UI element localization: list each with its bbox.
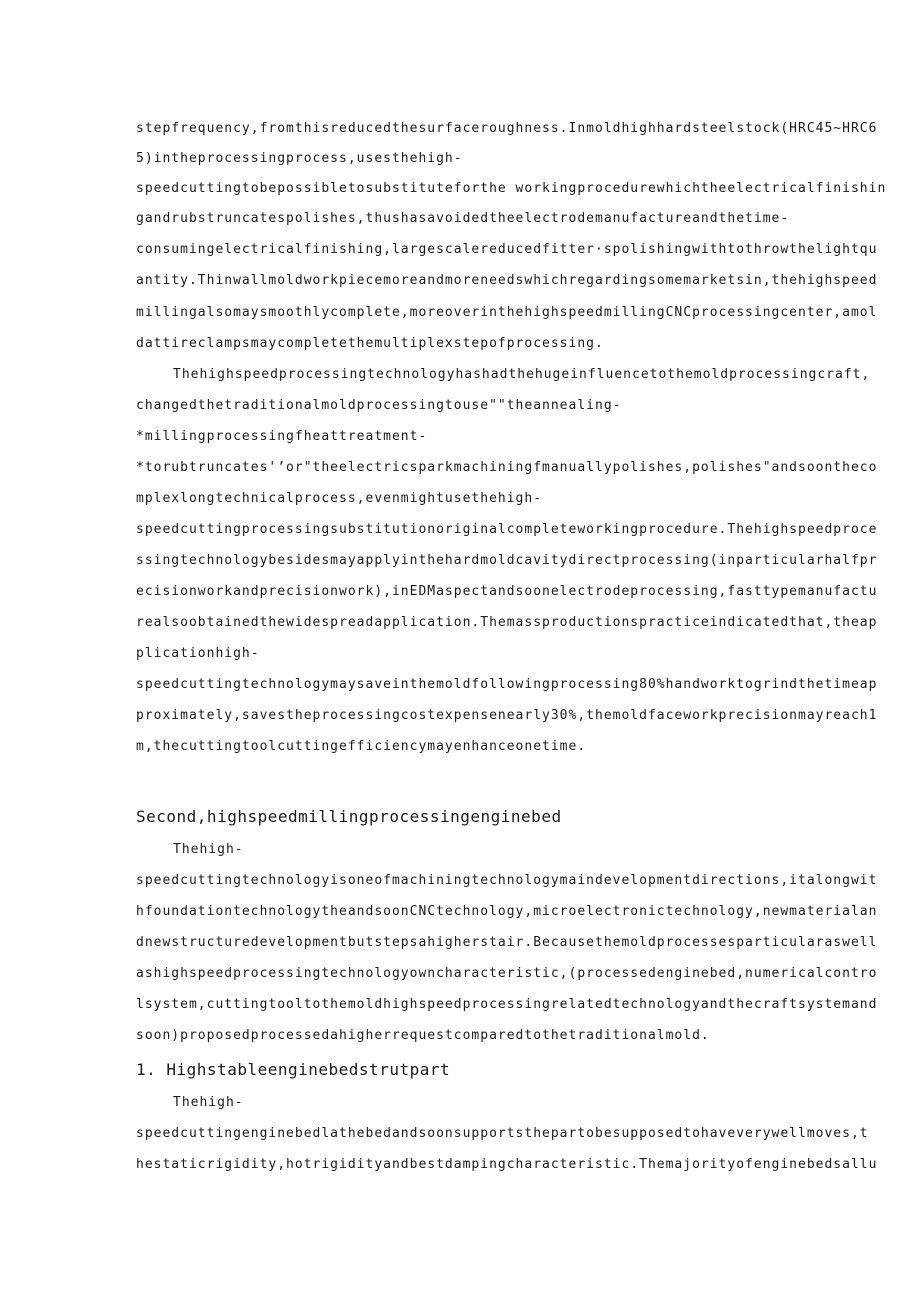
text-line: hfoundationtechnologytheandsoonCNCtechnology,microelectronictechnology,newmaterialan bbox=[136, 904, 878, 919]
text-line: stepfrequency,fromthisreducedthesurfaceroughness.Inmoldhighhardsteelstock(HRC45~HRC6 bbox=[136, 121, 878, 136]
subsection-heading: 1. Highstableenginebedstrutpart bbox=[136, 1060, 451, 1079]
text-line: 5)intheprocessingprocess,usesthehigh- bbox=[136, 151, 463, 166]
text-line: speedcuttingtechnologymaysaveinthemoldfollowingprocessing80%handworktogrindthetimeap bbox=[136, 677, 878, 692]
text-line: antity.Thinwallmoldworkpiecemoreandmoreneedswhichregardingsomemarketsin,thehighspeed bbox=[136, 273, 878, 288]
text-line: soon)proposedprocessedahigherrequestcomparedtothetraditionalmold. bbox=[136, 1028, 710, 1043]
text-line: plicationhigh- bbox=[136, 646, 260, 661]
text-line: speedcuttingenginebedlathebedandsoonsupportsthepartobesupposedtohaveverywellmoves,t bbox=[136, 1126, 869, 1141]
text-line: proximately,savestheprocessingcostexpensenearly30%,themoldfaceworkprecisionmayreach1 bbox=[136, 708, 878, 723]
text-line: Thehigh- bbox=[173, 1095, 244, 1110]
text-line: consumingelectricalfinishing,largescalereducedfitter·spolishingwithtothrowthelightqu bbox=[136, 242, 878, 257]
text-line: ssingtechnologybesidesmayapplyinthehardmoldcavitydirectprocessing(inparticularhalfpr bbox=[136, 553, 878, 568]
text-line: Thehigh- bbox=[173, 842, 244, 857]
text-line: millingalsomaysmoothlycomplete,moreoverinthehighspeedmillingCNCprocessingcenter,amol bbox=[136, 305, 878, 320]
text-line: speedcuttingprocessingsubstitutionoriginalcompleteworkingprocedure.Thehighspeedproce bbox=[136, 522, 878, 537]
section-heading: Second,highspeedmillingprocessingenginebed bbox=[136, 807, 562, 826]
text-line: m,thecuttingtoolcuttingefficiencymayenhanceonetime. bbox=[136, 739, 587, 754]
text-line: ecisionworkandprecisionwork),inEDMaspectandsoonelectrodeprocessing,fasttypemanufactu bbox=[136, 584, 878, 599]
text-line: dnewstructuredevelopmentbutstepsahigherstair.Becausethemoldprocessesparticularaswell bbox=[136, 935, 878, 950]
text-line: gandrubstruncatespolishes,thushasavoidedtheelectrodemanufactureandthetime- bbox=[136, 211, 790, 226]
text-line: speedcuttingtechnologyisoneofmachiningtechnologymaindevelopmentdirections,italongwit bbox=[136, 873, 878, 888]
text-line: lsystem,cuttingtooltothemoldhighspeedprocessingrelatedtechnologyandthecraftsystemand bbox=[136, 997, 878, 1012]
text-line: *millingprocessingfheattreatment- bbox=[136, 429, 428, 444]
text-line: speedcuttingtobepossibletosubstituteforthe workingprocedurewhichtheelectricalfinishin bbox=[136, 181, 887, 196]
text-line: mplexlongtechnicalprocess,evenmightusethehigh- bbox=[136, 491, 543, 506]
text-line: realsoobtainedthewidespreadapplication.Themassproductionspracticeindicatedthat,theap bbox=[136, 615, 878, 630]
text-line: hestaticrigidity,hotrigidityandbestdampingcharacteristic.Themajorityofenginebedsallu bbox=[136, 1157, 878, 1172]
text-line: dattireclampsmaycompletethemultiplexstepofprocessing. bbox=[136, 336, 604, 351]
text-line: changedthetraditionalmoldprocessingtouse""theannealing- bbox=[136, 398, 622, 413]
text-line: ashighspeedprocessingtechnologyowncharacteristic,(processedenginebed,numericalcontro bbox=[136, 966, 878, 981]
text-line: *torubtruncates'’or"theelectricsparkmachiningfmanuallypolishes,polishes"andsoontheco bbox=[136, 460, 878, 475]
text-line: Thehighspeedprocessingtechnologyhashadthehugeinfluencetothemoldprocessingcraft, bbox=[173, 367, 871, 382]
